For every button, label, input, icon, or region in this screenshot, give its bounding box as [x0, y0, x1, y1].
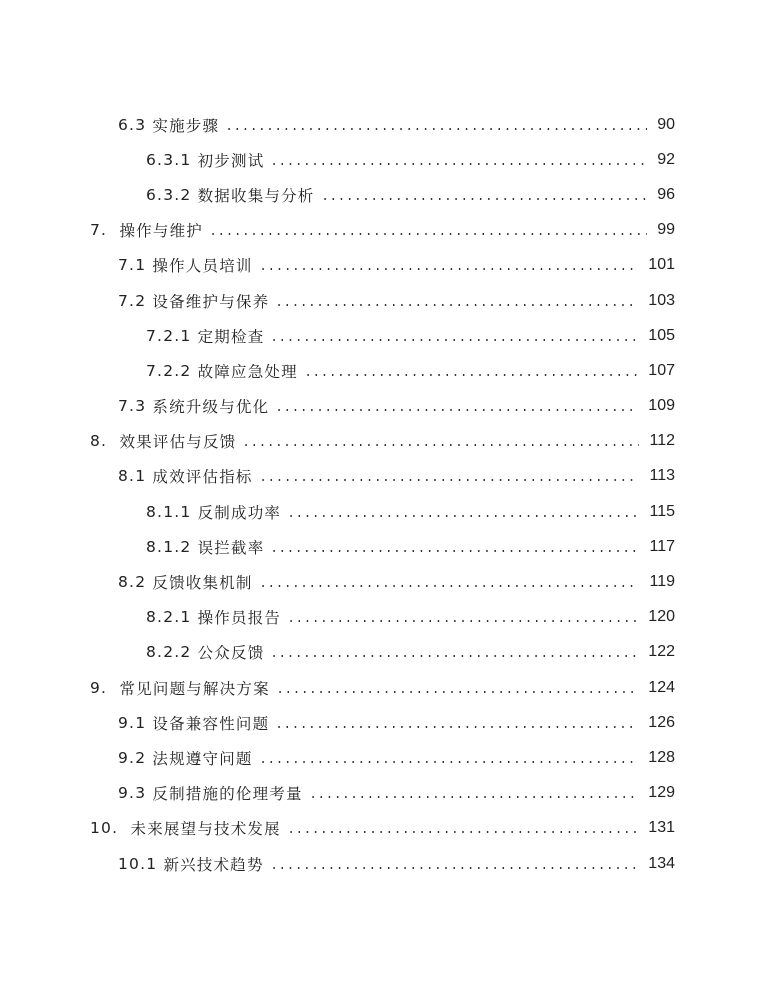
- toc-entry-number: 8.1.2: [146, 537, 192, 556]
- dot-leader: [275, 409, 638, 411]
- dot-leader: [287, 620, 638, 622]
- toc-entry[interactable]: [0, 776, 765, 811]
- toc-entry-number: 9.2: [118, 748, 147, 767]
- toc-entry[interactable]: [0, 283, 765, 318]
- toc-entry-page-number: 113: [649, 467, 675, 485]
- toc-entry[interactable]: [0, 705, 765, 740]
- dot-leader: [309, 796, 639, 798]
- toc-entry-title: 反馈收集机制: [152, 574, 253, 593]
- toc-entry-page-number: 126: [648, 713, 675, 731]
- toc-entry-number: 7.2.2: [146, 361, 192, 380]
- toc-entry-page-number: 92: [657, 150, 675, 168]
- toc-entry[interactable]: [0, 142, 765, 177]
- toc-entry[interactable]: [0, 811, 765, 846]
- toc-entry[interactable]: [0, 670, 765, 705]
- dot-leader: [259, 479, 640, 481]
- toc-entry-number: 10.1: [118, 854, 158, 873]
- toc-entry-page-number: 128: [648, 748, 675, 766]
- toc-entry-number: 7.1: [118, 256, 147, 275]
- toc-entry[interactable]: [0, 635, 765, 670]
- toc-entry-title: 新兴技术趋势: [163, 855, 264, 874]
- toc-entry-page-number: 117: [649, 537, 675, 555]
- toc-entry-page-number: 107: [648, 361, 675, 379]
- toc-entry[interactable]: [0, 213, 765, 248]
- toc-entry-page-number: 105: [648, 326, 675, 344]
- toc-entry-title: 实施步骤: [152, 116, 220, 135]
- toc-entry[interactable]: [0, 177, 765, 212]
- toc-entry-title: 设备兼容性问题: [152, 714, 270, 733]
- dot-leader: [225, 128, 647, 130]
- toc-entry-page-number: 120: [648, 608, 675, 626]
- toc-entry[interactable]: [0, 529, 765, 564]
- toc-entry-page-number: 90: [657, 115, 675, 133]
- dot-leader: [259, 268, 639, 270]
- toc-entry-number: 6.3.2: [146, 185, 192, 204]
- toc-entry-title: 公众反馈: [197, 644, 265, 663]
- toc-entry-title: 未来展望与技术发展: [130, 820, 281, 839]
- toc-entry[interactable]: [0, 353, 765, 388]
- toc-entry-number: 10.: [90, 819, 119, 838]
- toc-entry-number: 6.3: [118, 115, 147, 134]
- toc-entry-title: 设备维护与保养: [152, 292, 270, 311]
- toc-entry-number: 7.2: [118, 291, 147, 310]
- dot-leader: [287, 831, 638, 833]
- toc-entry[interactable]: [0, 740, 765, 775]
- dot-leader: [321, 198, 648, 200]
- toc-entry-title: 定期检查: [197, 327, 265, 346]
- dot-leader: [275, 726, 638, 728]
- toc-entry[interactable]: [0, 846, 765, 881]
- toc-entry-title: 数据收集与分析: [197, 186, 315, 205]
- toc-entry-title: 常见问题与解决方案: [119, 679, 270, 698]
- table-of-contents: [0, 107, 765, 881]
- toc-entry-number: 8.1.1: [146, 502, 192, 521]
- toc-entry-number: 9.: [90, 678, 108, 697]
- dot-leader: [270, 550, 639, 552]
- dot-leader: [259, 585, 640, 587]
- toc-entry[interactable]: [0, 318, 765, 353]
- toc-entry[interactable]: [0, 564, 765, 599]
- toc-entry-page-number: 129: [648, 784, 675, 802]
- toc-entry[interactable]: [0, 424, 765, 459]
- toc-entry-page-number: 99: [657, 221, 675, 239]
- toc-entry-number: 7.3: [118, 397, 147, 416]
- dot-leader: [304, 374, 639, 376]
- dot-leader: [270, 163, 647, 165]
- toc-entry[interactable]: [0, 107, 765, 142]
- toc-entry-number: 7.: [90, 221, 108, 240]
- dot-leader: [209, 233, 647, 235]
- dot-leader: [270, 339, 638, 341]
- toc-entry-page-number: 112: [649, 432, 675, 450]
- toc-entry-title: 效果评估与反馈: [119, 433, 237, 452]
- toc-entry-page-number: 115: [649, 502, 675, 520]
- toc-entry-page-number: 131: [648, 819, 675, 837]
- toc-entry-page-number: 119: [649, 573, 675, 591]
- toc-entry-title: 操作与维护: [119, 222, 203, 241]
- toc-entry-page-number: 96: [657, 185, 675, 203]
- toc-entry-number: 8.2: [118, 573, 147, 592]
- toc-entry-title: 操作员报告: [197, 609, 282, 628]
- toc-entry[interactable]: [0, 494, 765, 529]
- dot-leader: [259, 761, 639, 763]
- toc-entry[interactable]: [0, 600, 765, 635]
- toc-entry[interactable]: [0, 459, 765, 494]
- toc-entry-number: 8.: [90, 432, 108, 451]
- toc-entry-title: 初步测试: [197, 151, 265, 170]
- toc-entry-page-number: 124: [648, 678, 675, 696]
- toc-entry-page-number: 109: [648, 397, 675, 415]
- toc-entry[interactable]: [0, 248, 765, 283]
- toc-entry-number: 8.2.1: [146, 608, 192, 627]
- toc-entry-title: 反制措施的伦理考量: [152, 785, 303, 804]
- toc-entry-title: 系统升级与优化: [152, 398, 270, 417]
- toc-entry-number: 9.1: [118, 713, 147, 732]
- toc-entry-title: 法规遵守问题: [152, 749, 253, 768]
- toc-entry-page-number: 101: [648, 256, 675, 274]
- toc-entry-page-number: 134: [648, 854, 675, 872]
- toc-entry-number: 8.2.2: [146, 643, 192, 662]
- toc-entry-title: 成效评估指标: [152, 468, 253, 487]
- toc-entry-page-number: 122: [648, 643, 675, 661]
- toc-entry-number: 8.1: [118, 467, 147, 486]
- toc-entry-title: 误拦截率: [197, 538, 265, 557]
- dot-leader: [242, 444, 639, 446]
- toc-entry[interactable]: [0, 389, 765, 424]
- toc-entry-page-number: 103: [648, 291, 675, 309]
- toc-entry-title: 操作人员培训: [152, 257, 253, 276]
- dot-leader: [287, 515, 639, 517]
- toc-entry-title: 反制成功率: [197, 503, 282, 522]
- dot-leader: [275, 304, 638, 306]
- dot-leader: [270, 655, 638, 657]
- toc-entry-title: 故障应急处理: [197, 362, 298, 381]
- dot-leader: [276, 691, 639, 693]
- dot-leader: [270, 867, 639, 869]
- toc-entry-number: 6.3.1: [146, 150, 192, 169]
- toc-entry-number: 9.3: [118, 784, 147, 803]
- toc-entry-number: 7.2.1: [146, 326, 192, 345]
